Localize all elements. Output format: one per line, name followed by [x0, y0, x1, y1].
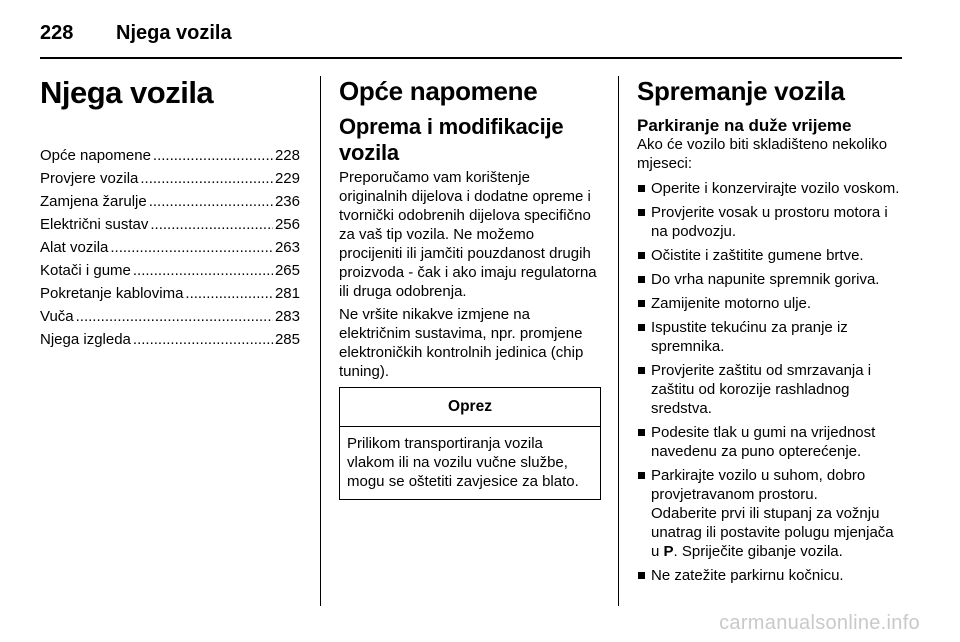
caution-text: Prilikom transportiranja vozila vlakom ili na vozilu vučne službe, mogu se oštetiti zavjesice za blato.: [347, 435, 579, 490]
section-heading: Spremanje vozila: [637, 76, 845, 106]
subsection-heading: Parkiranje na duže vrijeme: [637, 116, 852, 135]
list-item: [637, 466, 903, 561]
toc-leader: [149, 190, 273, 213]
toc-page: 256: [274, 216, 300, 233]
toc-label: Zamjena žarulje: [40, 193, 147, 210]
chapter-heading: Njega vozila: [40, 75, 214, 110]
toc-page: 229: [274, 170, 300, 187]
toc-entry[interactable]: [40, 190, 300, 213]
toc-page: 285: [274, 331, 300, 348]
toc-leader: [133, 259, 273, 282]
caution-box: [339, 387, 601, 500]
toc-leader: [150, 213, 273, 236]
running-header: [40, 22, 232, 45]
toc-label: Električni sustav: [40, 216, 149, 233]
storage-checklist: [637, 179, 903, 585]
toc-label: Njega izgleda: [40, 331, 131, 348]
toc-page: 265: [274, 262, 300, 279]
paragraph: Preporučamo vam korištenje originalnih dijelova i dodatne opreme i tvornički odobrenih dijelova specifično za vaš tip vozila. Ne možemo procijeniti ili jamčiti pouzdanost drugih proizvoda - čak i ako imaju regulatorna ili druga odobrenja.: [339, 169, 597, 300]
list-item: Provjerite zaštitu od smrzavanja i zaštitu od korozije rashladnog sredstva.: [637, 361, 903, 418]
running-title: Njega vozila: [116, 22, 232, 44]
toc-column: [40, 74, 300, 351]
header-rule: [40, 57, 902, 59]
toc-label: Opće napomene: [40, 147, 151, 164]
toc-leader: [133, 328, 273, 351]
toc-label: Pokretanje kablovima: [40, 285, 184, 302]
toc-page: 236: [274, 193, 300, 210]
toc-page: 263: [274, 239, 300, 256]
paragraph: Ne vršite nikakve izmjene na električnim sustavima, npr. promjene elektroničkih kontrolnih jedinica (chip tuning).: [339, 306, 584, 380]
toc-entry[interactable]: [40, 259, 300, 282]
section-heading: Opće napomene: [339, 76, 538, 106]
toc-entry[interactable]: [40, 213, 300, 236]
list-item: Provjerite vosak u prostoru motora i na podvozju.: [637, 203, 903, 241]
column-divider-2: [618, 76, 619, 606]
item-text: Parkirajte vozilo u suhom, dobro provjetravanom prostoru.: [651, 467, 866, 503]
toc-page: 281: [274, 285, 300, 302]
toc-entry[interactable]: [40, 236, 300, 259]
toc-entry[interactable]: [40, 328, 300, 351]
toc-leader: [76, 305, 273, 328]
toc-entry[interactable]: [40, 167, 300, 190]
list-item: Ne zatežite parkirnu kočnicu.: [637, 566, 903, 585]
list-item: Zamijenite motorno ulje.: [637, 294, 903, 313]
subsection-heading: Oprema i modifikacije vozila: [339, 114, 564, 165]
toc-leader: [140, 167, 273, 190]
gear-symbol: P: [663, 543, 674, 560]
list-item: Operite i konzervirajte vozilo voskom.: [637, 179, 903, 198]
toc-entry[interactable]: [40, 282, 300, 305]
watermark: carmanualsonline.info: [719, 612, 920, 634]
toc-leader: [110, 236, 273, 259]
item-text: Odaberite prvi ili stupanj za vožnju unatrag ili postavite polugu mjenjača u: [651, 505, 894, 560]
toc-leader: [153, 144, 273, 167]
caution-title: Oprez: [340, 388, 600, 427]
toc-label: Kotači i gume: [40, 262, 131, 279]
list-item: Očistite i zaštitite gumene brtve.: [637, 246, 903, 265]
toc-entry[interactable]: [40, 305, 300, 328]
table-of-contents: [40, 144, 300, 351]
toc-page: 228: [274, 147, 300, 164]
toc-label: Alat vozila: [40, 239, 109, 256]
item-text: . Spriječite gibanje vozila.: [673, 543, 843, 560]
list-item: Do vrha napunite spremnik goriva.: [637, 270, 903, 289]
toc-entry[interactable]: [40, 144, 300, 167]
toc-page: 283: [274, 308, 300, 325]
toc-label: Vuča: [40, 308, 74, 325]
toc-label: Provjere vozila: [40, 170, 139, 187]
list-item: Ispustite tekućinu za pranje iz spremnika.: [637, 318, 903, 356]
page-number: 228: [40, 22, 74, 44]
column-divider-1: [320, 76, 321, 606]
toc-leader: [185, 282, 273, 305]
general-notes-column: [339, 74, 601, 500]
intro-text: Ako će vozilo biti skladišteno nekoliko mjeseci:: [637, 136, 888, 172]
list-item: Podesite tlak u gumi na vrijednost navedenu za puno opterećenje.: [637, 423, 903, 461]
storage-column: [637, 74, 903, 590]
